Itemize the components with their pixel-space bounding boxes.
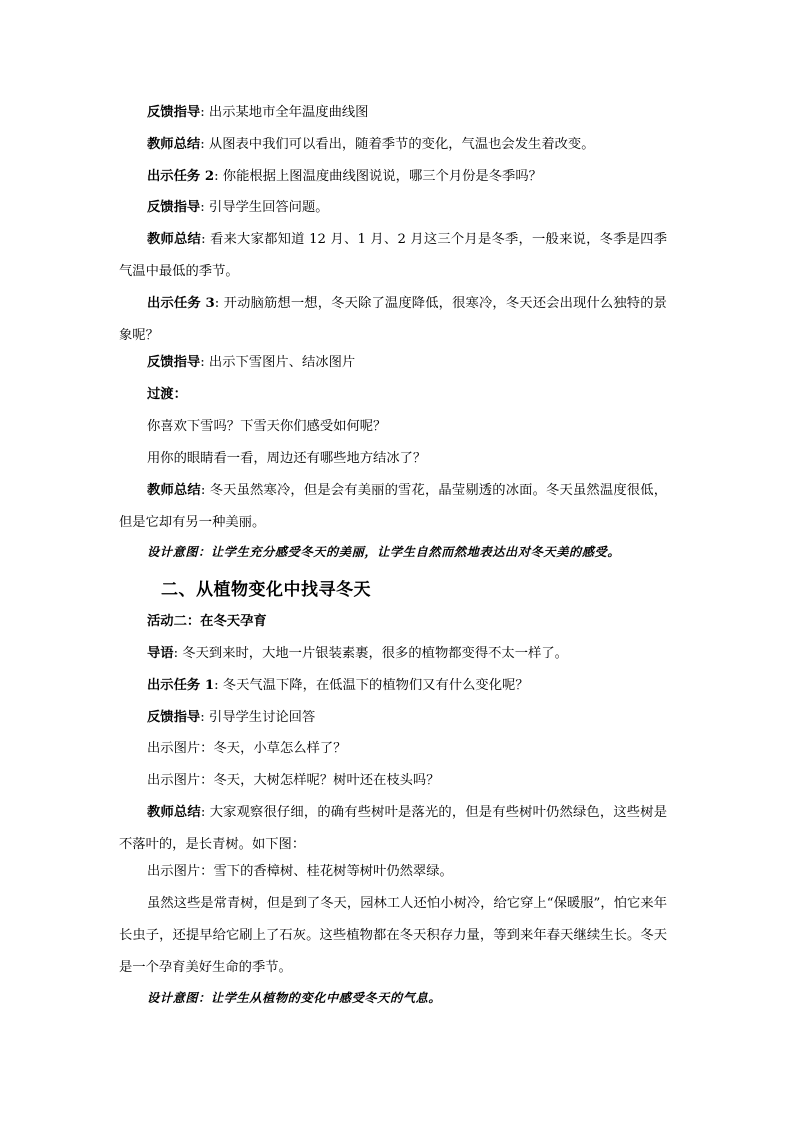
picture-line-1: 出示图片：冬天，小草怎么样了？ bbox=[147, 741, 347, 756]
label: 教师总结 bbox=[147, 805, 201, 820]
label: 反馈指导 bbox=[147, 105, 201, 120]
feedback-line-1 bbox=[147, 105, 368, 121]
label: 出示任务 1 bbox=[147, 678, 215, 693]
summary-paragraph-4 bbox=[119, 797, 667, 861]
summary-paragraph-3 bbox=[119, 475, 667, 539]
text: : 出示下雪图片、结冰图片 bbox=[200, 355, 356, 370]
label: 反馈指导 bbox=[147, 355, 201, 370]
task-line-2 bbox=[147, 169, 542, 185]
summary-paragraph-2 bbox=[119, 224, 667, 288]
text: : 冬天到来时，大地一片银装素裹，很多的植物都变得不太一样了。 bbox=[173, 646, 568, 661]
task-line-1 bbox=[147, 678, 529, 694]
feedback-line-2 bbox=[147, 200, 329, 216]
design-note-1: 设计意图：让学生充分感受冬天的美丽，让学生自然而然地表达出对冬天美的感受。 bbox=[147, 545, 621, 559]
label: 教师总结 bbox=[147, 483, 201, 498]
text: ： bbox=[173, 387, 187, 402]
text: : 冬天气温下降，在低温下的植物们又有什么变化呢？ bbox=[214, 678, 529, 693]
label: 教师总结 bbox=[147, 137, 201, 152]
label: 教师总结 bbox=[147, 232, 202, 247]
text: : 引导学生回答问题。 bbox=[200, 200, 329, 215]
activity-title: 活动二：在冬天孕育 bbox=[147, 614, 267, 629]
guide-line bbox=[147, 646, 568, 662]
feedback-line-4 bbox=[147, 710, 315, 726]
transition-line bbox=[147, 387, 187, 403]
feedback-line-3 bbox=[147, 355, 355, 371]
text: : 从图表中我们可以看出，随着季节的变化，气温也会发生着改变。 bbox=[200, 137, 595, 152]
label: 出示任务 3 bbox=[147, 296, 215, 311]
label: 出示任务 2 bbox=[147, 169, 215, 184]
label: 反馈指导 bbox=[147, 200, 201, 215]
design-note-2: 设计意图：让学生从植物的变化中感受冬天的气息。 bbox=[147, 991, 442, 1005]
text: : 引导学生讨论回答 bbox=[200, 710, 316, 725]
question-line-1: 你喜欢下雪吗？下雪天你们感受如何呢？ bbox=[147, 419, 387, 434]
summary-line-1 bbox=[147, 137, 595, 153]
text: : 开动脑筋想一想，冬天除了温度降低，很寒冷，冬天还会出现什么独特的景象呢？ bbox=[119, 296, 667, 343]
section-heading: 二、从植物变化中找寻冬天 bbox=[161, 580, 371, 600]
text: : 大家观察很仔细，的确有些树叶是落光的，但是有些树叶仍然绿色，这些树是不落叶的，是长青树。如下图： bbox=[119, 805, 667, 852]
picture-line-3: 出示图片：雪下的香樟树、桂花树等树叶仍然翠绿。 bbox=[147, 864, 453, 879]
label: 过渡 bbox=[147, 387, 174, 402]
body-paragraph: 虽然这些是常青树，但是到了冬天，园林工人还怕小树冷，给它穿上“保暖服”，怕它来年长虫子，还提早给它刷上了石灰。这些植物都在冬天积存力量，等到来年春天继续生长。冬天是一个孕育美好生命的季节。 bbox=[119, 896, 667, 975]
text: : 冬天虽然寒冷，但是会有美丽的雪花，晶莹剔透的冰面。冬天虽然温度很低，但是它却有另一种美丽。 bbox=[119, 483, 667, 530]
text: : 你能根据上图温度曲线图说说，哪三个月份是冬季吗？ bbox=[214, 169, 542, 184]
task-paragraph-3 bbox=[119, 288, 667, 352]
text: : 出示某地市全年温度曲线图 bbox=[200, 105, 369, 120]
label: 反馈指导 bbox=[147, 710, 201, 725]
text: : 看来大家都知道 12 月、1 月、2 月这三个月是冬季，一般来说，冬季是四季气温中最低的季节。 bbox=[119, 232, 667, 279]
question-line-2: 用你的眼睛看一看，周边还有哪些地方结冰了？ bbox=[147, 451, 427, 466]
picture-line-2: 出示图片：冬天，大树怎样呢？树叶还在枝头吗？ bbox=[147, 773, 440, 788]
label: 导语 bbox=[147, 646, 174, 661]
